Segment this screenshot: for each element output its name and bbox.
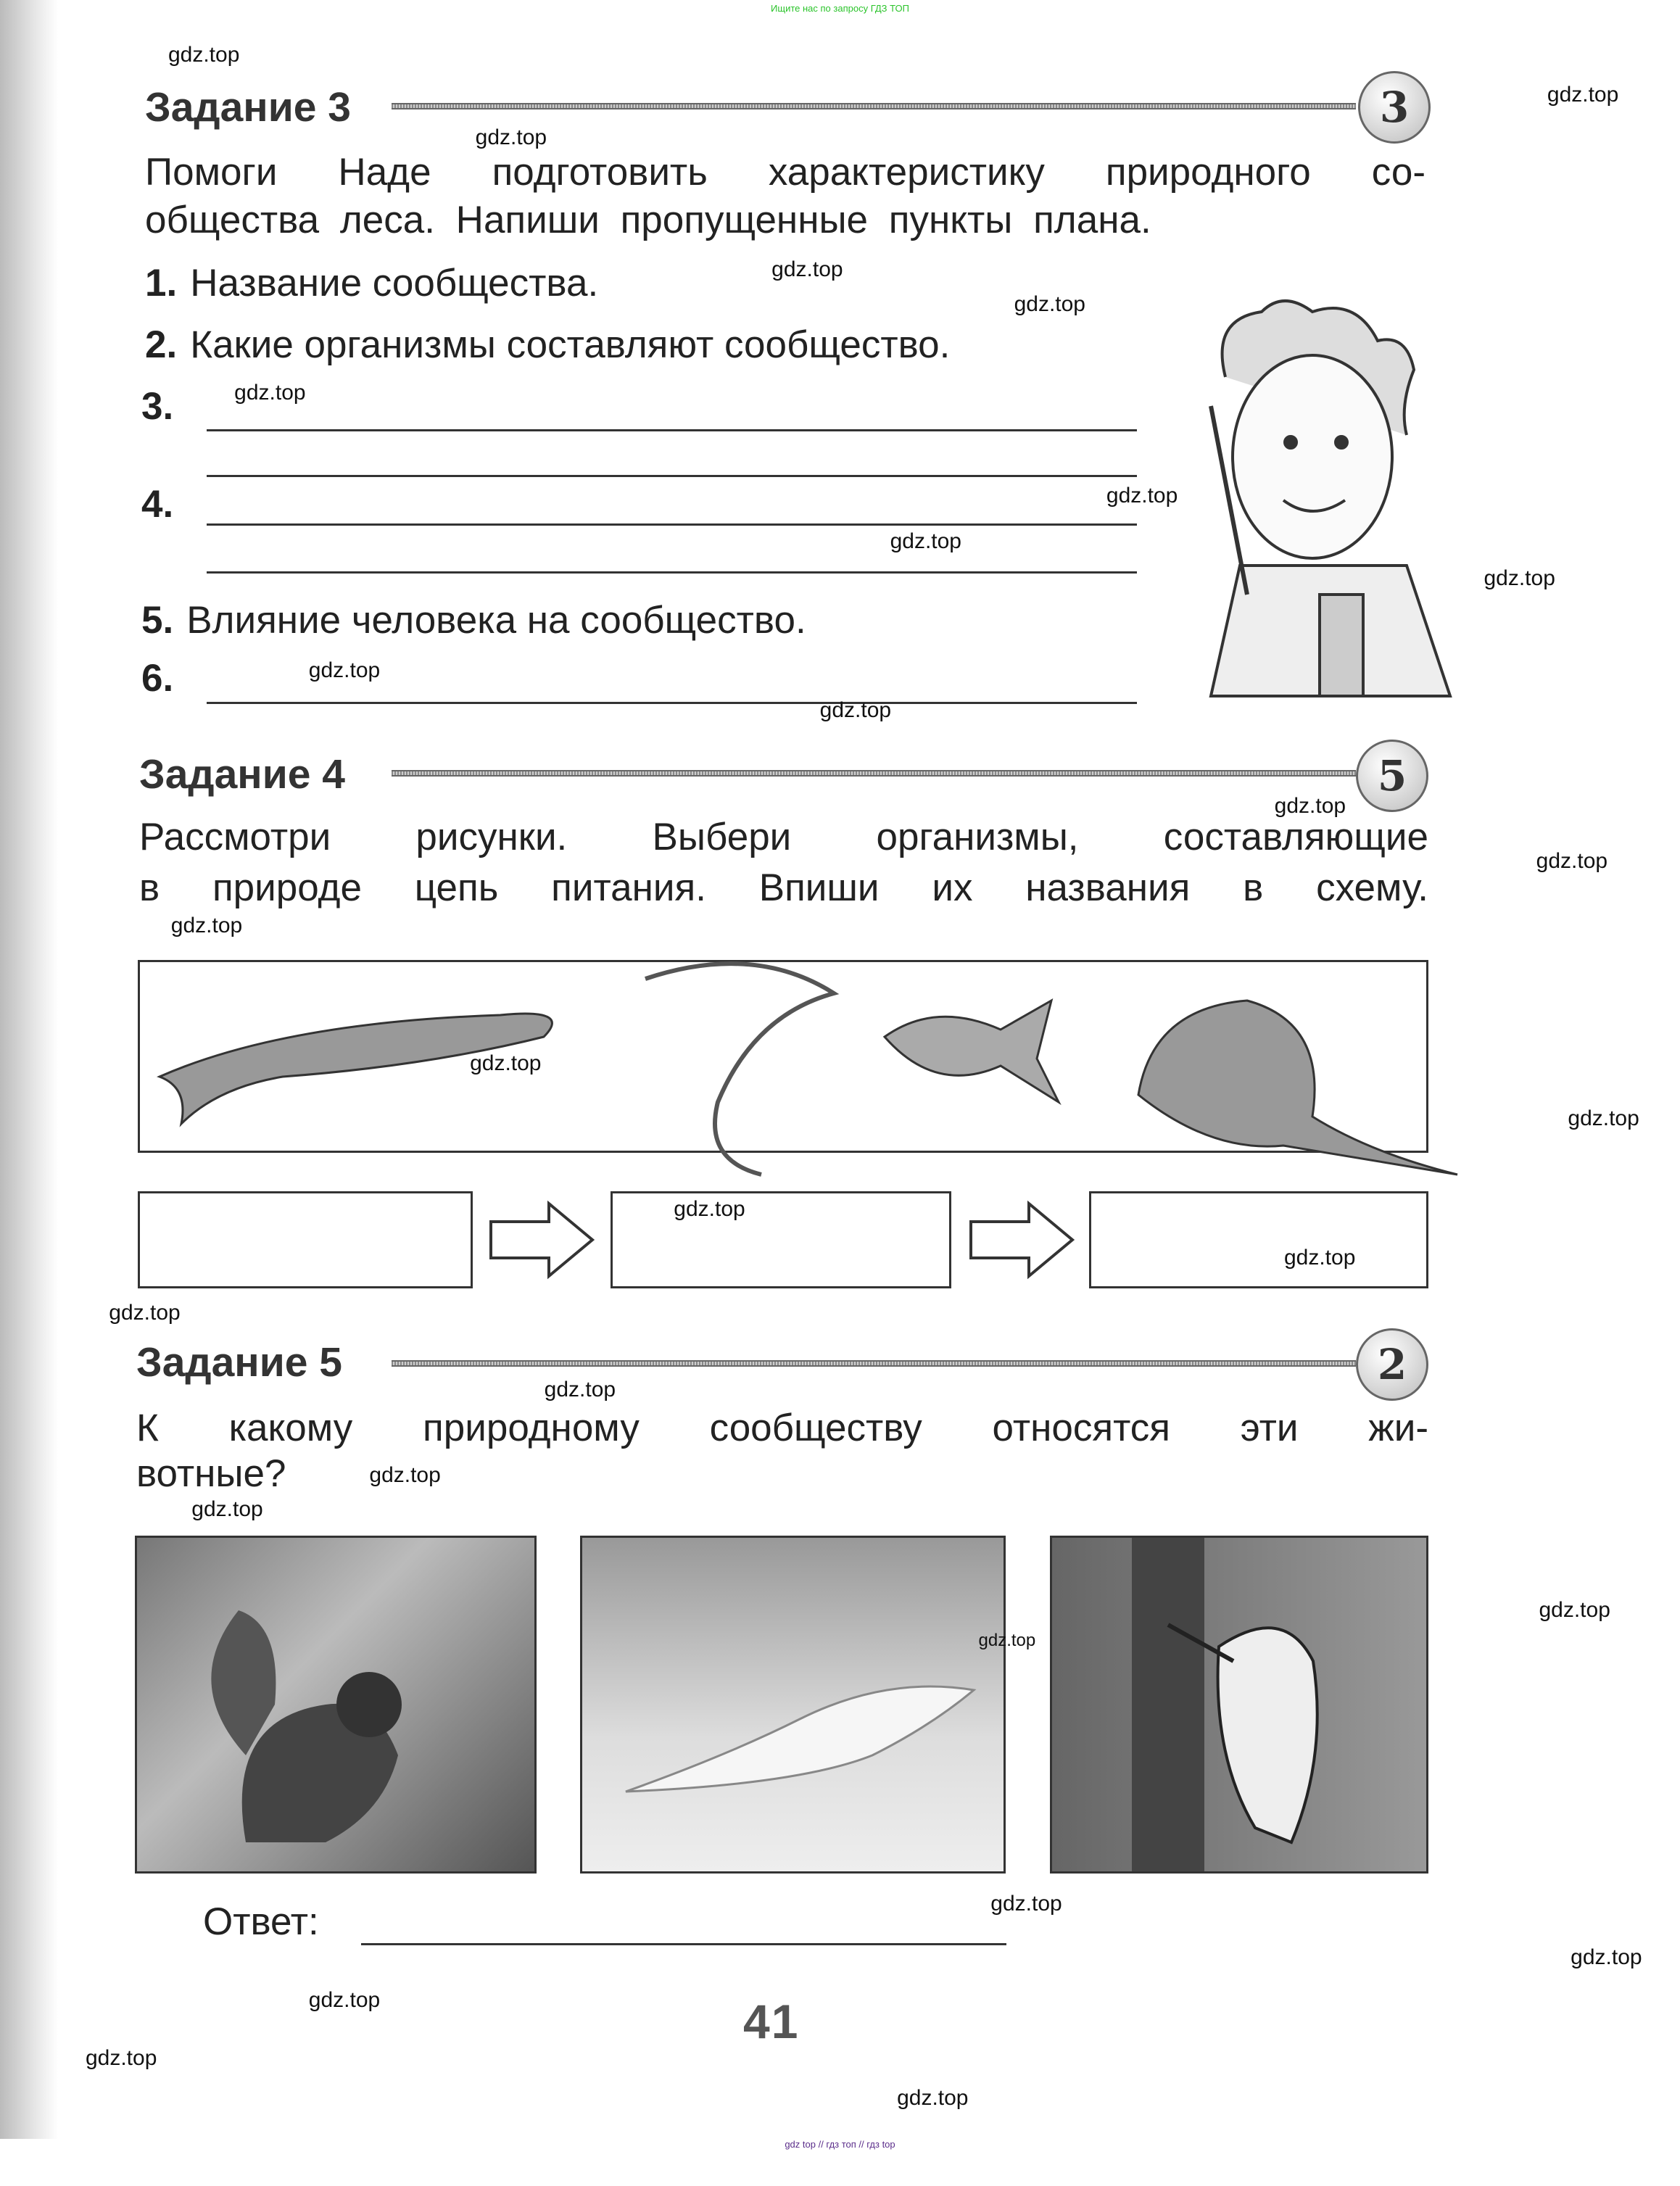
watermark-text: gdz.top [1283, 1245, 1356, 1270]
plan-item-2: 2. Какие организмы составляют сообщество. [145, 323, 951, 366]
task4-rule [392, 770, 1356, 777]
watermark-text: gdz.top [470, 1051, 542, 1075]
ermine-photo [580, 1536, 1006, 1874]
plan-item-6-line[interactable] [207, 702, 1137, 704]
task5-text-1: К какому природному сообществу относятся эти жи- [136, 1407, 1428, 1449]
task4-text-1: Рассмотри рисунки. Выбери организмы, составляющие [139, 816, 1428, 858]
arrow-right-icon [967, 1200, 1076, 1280]
organisms-pictures [138, 914, 1465, 1204]
watermark-text: gdz.top [1539, 1598, 1610, 1623]
watermark-text: gdz.top [897, 2085, 969, 2110]
watermark-text: gdz.top [167, 43, 240, 67]
plan-item-3: 3. [141, 385, 174, 428]
plan-item-6: 6. [141, 657, 174, 700]
squirrel-photo [135, 1536, 537, 1874]
watermark-text: gdz.top [1014, 291, 1086, 316]
watermark-text: gdz.top [1547, 83, 1619, 107]
page-edge-shadow [0, 0, 58, 2139]
task4-points-badge: 5 [1356, 740, 1428, 812]
task5-text-2: вотные? [136, 1452, 286, 1495]
watermark-text: gdz.top [819, 698, 892, 723]
task3-text-2: общества леса. Напиши пропущенные пункты плана. [145, 199, 1151, 241]
plan-item-1: 1. Название сообщества. [145, 262, 599, 305]
task4-text-2: в природе цепь питания. Впиши их названия в схему. [139, 866, 1428, 909]
plan-item-4-line-1[interactable] [207, 523, 1137, 526]
plan-item-3-line-1[interactable] [207, 429, 1137, 431]
plan-item-3-line-2[interactable] [207, 475, 1137, 477]
watermark-text: gdz.top [170, 913, 243, 937]
task3-points-badge: 3 [1358, 71, 1431, 144]
task5-points-badge: 2 [1356, 1328, 1428, 1401]
task5-rule [392, 1360, 1356, 1367]
watermark-text: gdz.top [1536, 848, 1608, 873]
footer-note: gdz top // гдз топ // гдз top [785, 2139, 895, 2150]
watermark-text: gdz.top [191, 1497, 263, 1522]
watermark-text: gdz.top [308, 1987, 381, 2012]
waterweed-image [645, 964, 834, 1175]
answer-line[interactable] [361, 1943, 1006, 1945]
answer-label: Ответ: [203, 1900, 319, 1943]
woodpecker-photo [1050, 1536, 1428, 1874]
food-chain-box-3[interactable] [1089, 1191, 1428, 1288]
task3-rule [392, 103, 1356, 109]
girl-illustration [1167, 290, 1465, 703]
watermark-text: gdz.top [771, 257, 843, 282]
watermark-text: gdz.top [234, 380, 306, 405]
plan-item-4: 4. [141, 483, 174, 526]
plan-item-4-line-2[interactable] [207, 571, 1137, 574]
page-number: 41 [743, 1995, 800, 2048]
watermark-text: gdz.top [1274, 793, 1346, 818]
watermark-text: gdz.top [990, 1891, 1062, 1916]
arrow-right-icon [487, 1200, 596, 1280]
beaver-image [1138, 1001, 1457, 1175]
watermark-text: gdz.top [674, 1197, 745, 1222]
task3-text-1: Помоги Наде подготовить характеристику природного со- [145, 151, 1425, 194]
task4-title: Задание 4 [139, 751, 345, 798]
watermark-text: gdz.top [1484, 566, 1555, 590]
food-chain-box-1[interactable] [138, 1191, 473, 1288]
watermark-text: gdz.top [1571, 1945, 1642, 1969]
watermark-text: gdz.top [544, 1378, 616, 1402]
watermark-text: gdz.top [109, 1300, 181, 1325]
watermark-text: gdz.top [475, 125, 547, 149]
watermark-text: gdz.top [1106, 484, 1178, 508]
food-chain-box-2[interactable] [611, 1191, 951, 1288]
watermark-text: gdz.top [978, 1630, 1036, 1650]
watermark-text: gdz.top [85, 2045, 157, 2070]
task5-title: Задание 5 [136, 1339, 342, 1386]
watermark-text: gdz.top [369, 1462, 441, 1487]
watermark-text: gdz.top [890, 529, 962, 553]
plan-item-5: 5. Влияние человека на сообщество. [141, 599, 806, 642]
header-note: Ищите нас по запросу ГДЗ ТОП [771, 3, 909, 14]
watermark-text: gdz.top [1568, 1106, 1639, 1130]
task3-title: Задание 3 [145, 84, 351, 131]
watermark-text: gdz.top [308, 658, 381, 683]
crucian-fish-image [885, 1001, 1059, 1102]
